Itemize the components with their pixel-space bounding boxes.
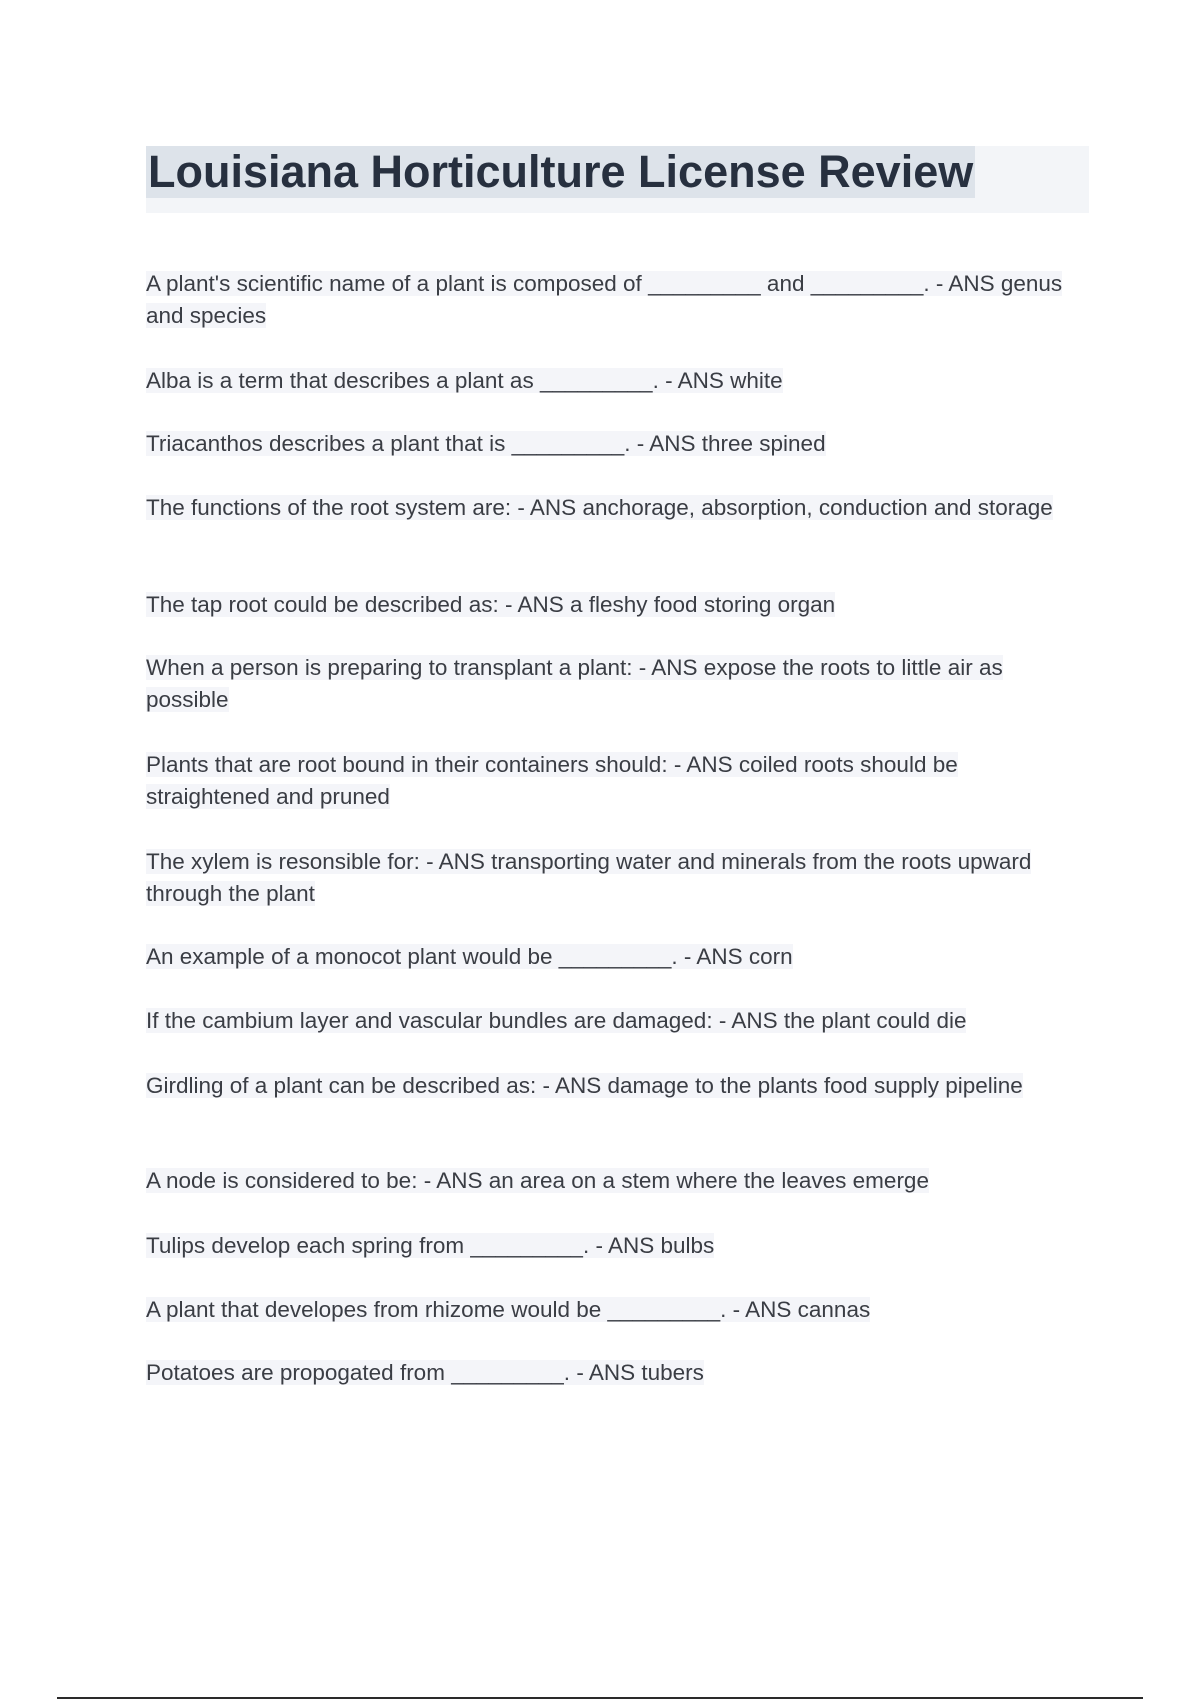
qa-item — [146, 365, 1086, 397]
qa-text: Tulips develop each spring from _________. - ANS bulbs — [146, 1233, 715, 1258]
qa-item — [146, 1357, 1086, 1389]
qa-text: The functions of the root system are: - ANS anchorage, absorption, conduction and storage — [146, 495, 1053, 520]
qa-item — [146, 1005, 1086, 1037]
qa-text: A plant that developes from rhizome would be _________. - ANS cannas — [146, 1297, 871, 1322]
qa-item — [146, 1070, 1086, 1102]
qa-item — [146, 1294, 1086, 1326]
qa-text: Potatoes are propogated from _________. - ANS tubers — [146, 1360, 704, 1385]
qa-text: Plants that are root bound in their containers should: - ANS coiled roots should be straightened and pruned — [146, 752, 958, 809]
qa-text: If the cambium layer and vascular bundles are damaged: - ANS the plant could die — [146, 1008, 967, 1033]
qa-text: A plant's scientific name of a plant is composed of _________ and _________. - ANS genus and species — [146, 271, 1063, 328]
qa-text: Triacanthos describes a plant that is _________. - ANS three spined — [146, 431, 826, 456]
qa-text: The xylem is resonsible for: - ANS transporting water and minerals from the roots upward through the plant — [146, 849, 1032, 906]
qa-text: An example of a monocot plant would be _________. - ANS corn — [146, 944, 793, 969]
qa-text: Girdling of a plant can be described as: - ANS damage to the plants food supply pipeline — [146, 1073, 1023, 1098]
page-title: Louisiana Horticulture License Review — [148, 146, 974, 197]
qa-item — [146, 652, 1086, 716]
qa-text: A node is considered to be: - ANS an area on a stem where the leaves emerge — [146, 1168, 929, 1193]
qa-item — [146, 941, 1086, 973]
qa-text: When a person is preparing to transplant a plant: - ANS expose the roots to little air as possible — [146, 655, 1003, 712]
qa-item — [146, 749, 1086, 813]
qa-item — [146, 846, 1086, 910]
footer-rule — [57, 1697, 1143, 1699]
qa-item — [146, 1165, 1086, 1197]
qa-text: The tap root could be described as: - ANS a fleshy food storing organ — [146, 592, 836, 617]
qa-item — [146, 428, 1086, 460]
qa-item — [146, 492, 1086, 524]
qa-item — [146, 589, 1086, 621]
qa-item — [146, 268, 1086, 332]
qa-item — [146, 1230, 1086, 1262]
qa-text: Alba is a term that describes a plant as _________. - ANS white — [146, 368, 783, 393]
